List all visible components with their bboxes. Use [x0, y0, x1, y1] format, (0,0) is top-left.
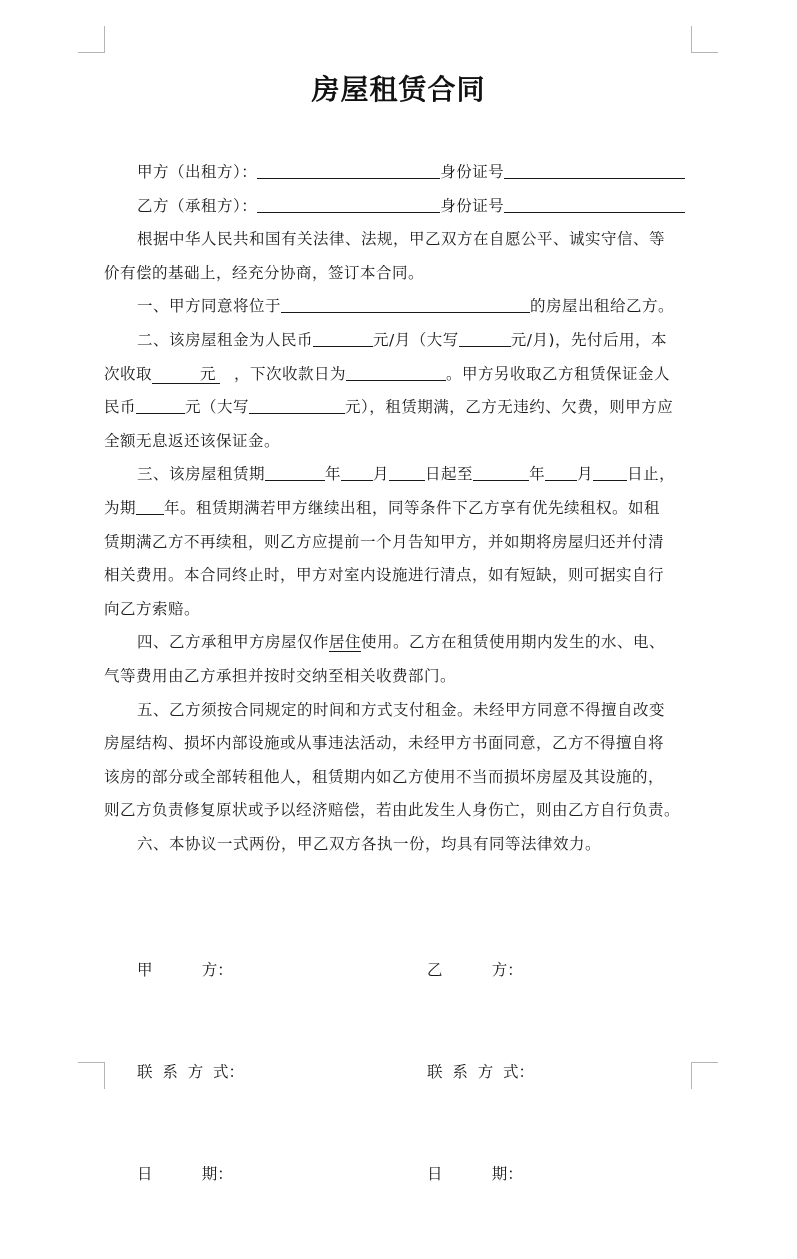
- document-title: 房屋租赁合同: [311, 73, 486, 106]
- clause-2-line-1: [104, 324, 692, 358]
- start-year-blank[interactable]: [265, 463, 325, 481]
- clause-2-text-b: 元/月（大写: [373, 330, 459, 349]
- deposit-amount-blank[interactable]: [136, 396, 185, 414]
- monthly-rent-words-blank[interactable]: [459, 329, 511, 347]
- clause-3-line-2: [104, 492, 692, 526]
- clause-3-text-a: 三、该房屋租赁期: [137, 465, 266, 484]
- intro-line-1: 根据中华人民共和国有关法律、法规，甲乙双方在自愿公平、诚实守信、等: [137, 230, 666, 249]
- clause-3-line-1: [104, 458, 692, 492]
- clause-3-year-1: 年: [325, 465, 342, 484]
- clause-3-text-d: 为期: [104, 498, 137, 517]
- monthly-rent-blank[interactable]: [313, 329, 373, 347]
- clause-4-text-a: 四、乙方承租甲方房屋仅作: [137, 633, 330, 652]
- clause-5-line-1: 五、乙方须按合同规定的时间和方式支付租金。未经甲方同意不得擅自改变: [137, 700, 666, 719]
- party-a-id-blank[interactable]: [504, 161, 685, 179]
- party-b-id-blank[interactable]: [504, 195, 685, 213]
- clause-2-text-h: 民币: [104, 398, 137, 417]
- clause-2-yuan: 元: [200, 364, 217, 383]
- clause-2-text-j: 元），租赁期满，乙方无违约、欠费，则甲方应: [345, 398, 674, 417]
- end-day-blank[interactable]: [593, 463, 627, 481]
- end-year-blank[interactable]: [473, 463, 529, 481]
- sign-b-party-label: 乙 方：: [427, 961, 523, 979]
- clause-2-line-2: [104, 358, 692, 392]
- clause-2-line-3: [104, 391, 692, 425]
- end-month-blank[interactable]: [545, 463, 577, 481]
- clause-1-text-a: 一、甲方同意将位于: [137, 297, 282, 316]
- clause-2-text-a: 二、该房屋租金为人民币: [137, 330, 314, 349]
- clause-3-line-5: 向乙方索赔。: [104, 599, 201, 618]
- start-month-blank[interactable]: [341, 463, 373, 481]
- intro-line-2: 价有偿的基础上，经充分协商，签订本合同。: [104, 263, 425, 282]
- signature-block-party-b: [427, 885, 534, 1259]
- signature-block-party-a: [137, 885, 244, 1259]
- clause-3-text-e: 年。租赁期满若甲方继续出租，同等条件下乙方享有优先续租权。如租: [164, 498, 661, 517]
- clause-4-text-c: 使用。乙方在租赁使用期内发生的水、电、: [361, 633, 666, 652]
- clause-2-text-d: 次收取: [104, 364, 153, 383]
- clause-2-text-i: 元（大写: [185, 398, 250, 417]
- party-b-name-blank[interactable]: [257, 195, 440, 213]
- clause-3-month-2: 月: [577, 465, 594, 484]
- deposit-words-blank[interactable]: [249, 396, 345, 414]
- party-a-label: 甲方（出租方）：: [137, 163, 258, 181]
- clause-3-year-2: 年: [529, 465, 546, 484]
- clause-3-text-b: 日起至: [425, 465, 474, 484]
- sign-b-contact-label: 联 系 方 式：: [427, 1063, 535, 1081]
- crop-mark-bottom-left: [78, 1062, 105, 1089]
- party-b-id-label: 身份证号: [440, 196, 505, 215]
- clause-2-text-f: ，下次收款日为: [234, 364, 347, 383]
- clause-1: [104, 290, 692, 324]
- clause-4-line-1: [104, 626, 692, 660]
- crop-mark-top-right: [691, 26, 718, 53]
- clause-4-usage-underlined: 居住: [329, 633, 362, 652]
- party-b-line: [104, 190, 692, 224]
- clause-3-text-c: 日止，: [627, 465, 676, 484]
- clause-2-text-c: 元/月)，先付后用，本: [510, 330, 668, 349]
- property-address-blank[interactable]: [281, 295, 530, 313]
- party-a-name-blank[interactable]: [257, 161, 440, 179]
- sign-a-party-label: 甲 方：: [137, 961, 233, 979]
- contract-body: [104, 156, 692, 861]
- clause-3-line-3: 赁期满乙方不再续租，则乙方应提前一个月告知甲方，并如期将房屋归还并付清: [104, 532, 665, 551]
- crop-mark-bottom-right: [691, 1062, 718, 1089]
- clause-2-text-g: 。甲方另收取乙方租赁保证金人: [446, 364, 671, 383]
- sign-a-date-label: 日 期：: [137, 1165, 233, 1183]
- clause-4-line-2: 气等费用由乙方承担并按时交纳至相关收费部门。: [104, 666, 457, 685]
- amount-collected-field[interactable]: [152, 365, 220, 384]
- clause-3-line-4: 相关费用。本合同终止时，甲方对室内设施进行清点，如有短缺，则可据实自行: [104, 566, 665, 585]
- sign-a-contact-label: 联 系 方 式：: [137, 1063, 245, 1081]
- clause-5-line-4: 则乙方负责修复原状或予以经济赔偿，若由此发生人身伤亡，则由乙方自行负责。: [104, 801, 681, 820]
- next-payment-date-blank[interactable]: [346, 363, 446, 381]
- lease-term-blank[interactable]: [136, 497, 164, 515]
- clause-3-month-1: 月: [373, 465, 390, 484]
- crop-mark-top-left: [78, 26, 105, 53]
- clause-5-line-2: 房屋结构、损坏内部设施或从事违法活动，未经甲方书面同意，乙方不得擅自将: [104, 734, 665, 753]
- sign-b-date-label: 日 期：: [427, 1165, 523, 1183]
- clause-2-line-4: 全额无息返还该保证金。: [104, 431, 281, 450]
- clause-5-line-3: 该房的部分或全部转租他人，租赁期内如乙方使用不当而损坏房屋及其设施的，: [104, 767, 665, 786]
- clause-1-text-b: 的房屋出租给乙方。: [530, 297, 675, 316]
- party-a-id-label: 身份证号: [440, 163, 505, 181]
- clause-6-line-1: 六、本协议一式两份，甲乙双方各执一份，均具有同等法律效力。: [137, 834, 602, 853]
- start-day-blank[interactable]: [389, 463, 425, 481]
- party-a-line: [104, 156, 692, 190]
- party-b-label: 乙方（承租方）：: [137, 196, 258, 215]
